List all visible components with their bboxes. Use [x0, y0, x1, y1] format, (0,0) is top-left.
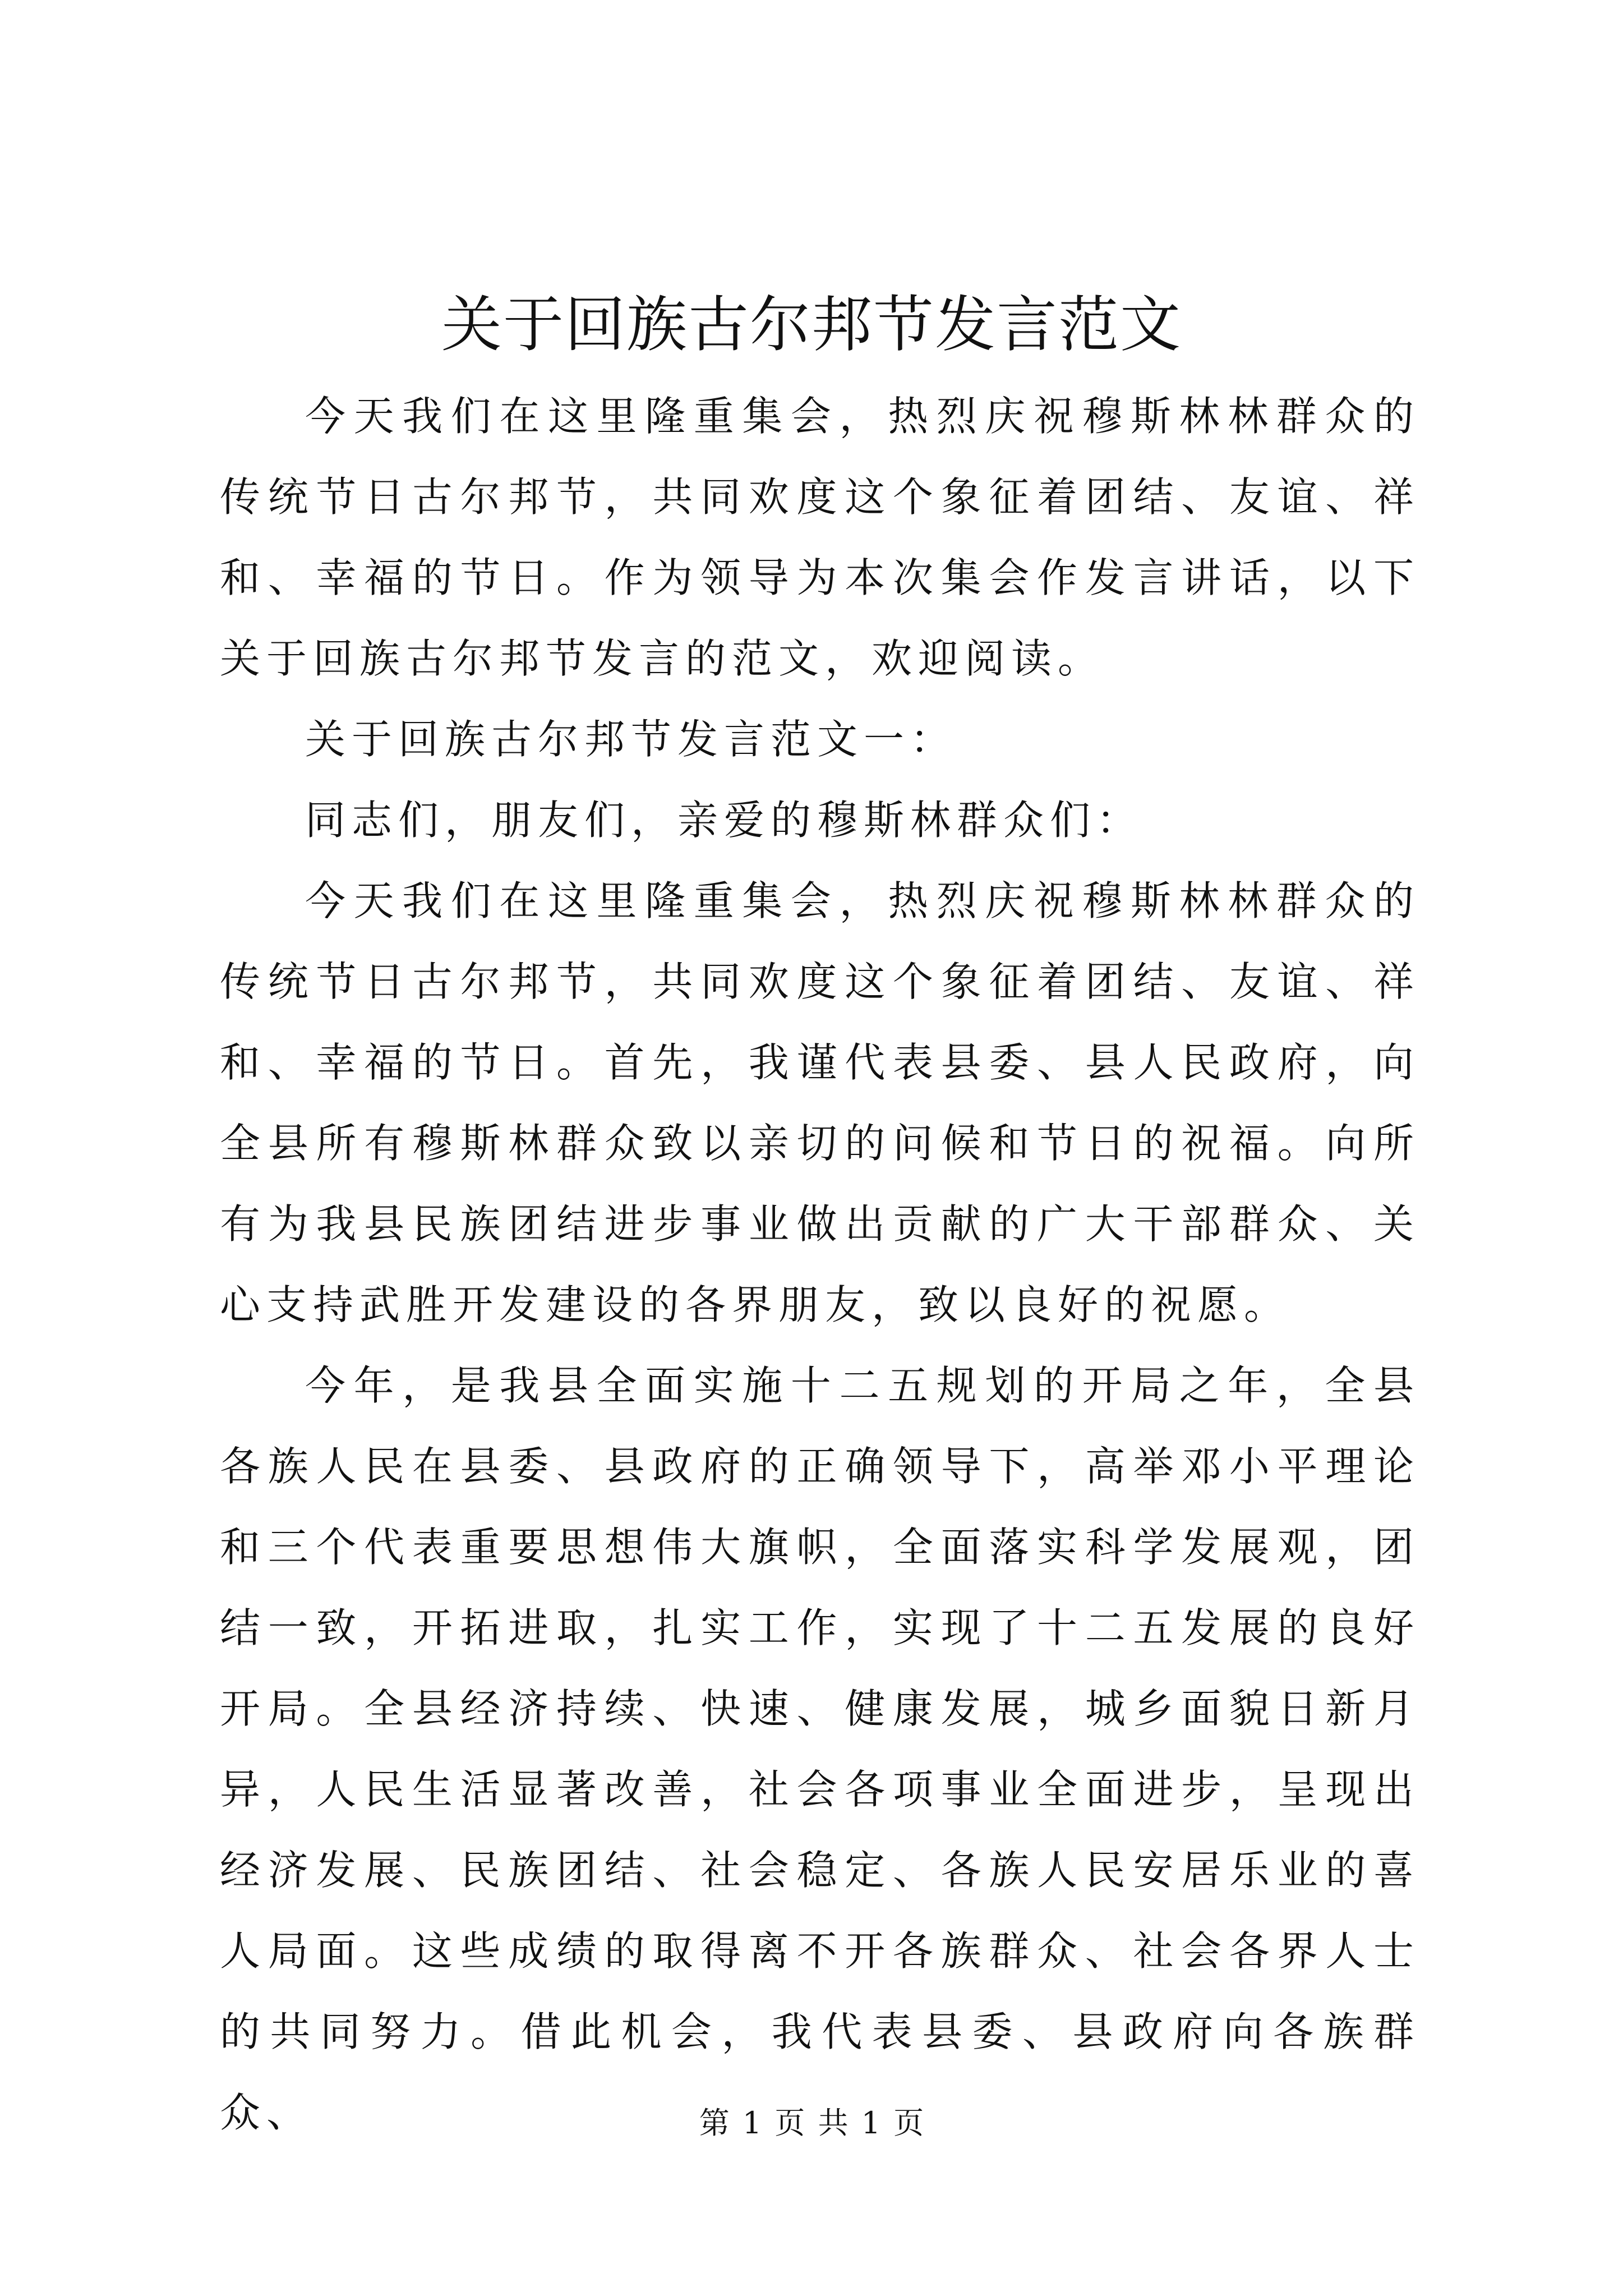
paragraph-greeting: 今天我们在这里隆重集会，热烈庆祝穆斯林林群众的传统节日古尔邦节，共同欢度这个象征着团结、友谊、祥和、幸福的节日。首先，我谨代表县委、县人民政府，向全县所有穆斯林群众致以亲切的问候和节日的祝福。向所有为我县民族团结进步事业做出贡献的广大干部群众、关心支持武胜开发建设的各界朋友，致以良好的祝愿。 — [220, 877, 1420, 1328]
paragraph-salutation: 同志们，朋友们，亲爱的穆斯林群众们： — [305, 797, 1144, 844]
paragraph-section-heading: 关于回族古尔邦节发言范文一： — [305, 716, 957, 763]
document-title: 关于回族古尔邦节发言范文 — [441, 290, 1182, 360]
paragraph-achievements: 今年，是我县全面实施十二五规划的开局之年，全县各族人民在县委、县政府的正确领导下，高举邓小平理论和三个代表重要思想伟大旗帜，全面落实科学发展观，团结一致，开拓进取，扎实工作，实现了十二五发展的良好开局。全县经济持续、快速、健康发展，城乡面貌日新月异，人民生活显著改善，社会各项事业全面进步，呈现出经济发展、民族团结、社会稳定、各族人民安居乐业的喜人局面。这些成绩的取得离不开各族群众、社会各界人士的共同努力。借此机会，我代表县委、县政府向各族群众、 — [220, 1362, 1420, 2136]
paragraph-intro: 今天我们在这里隆重集会，热烈庆祝穆斯林林群众的传统节日古尔邦节，共同欢度这个象征着团结、友谊、祥和、幸福的节日。作为领导为本次集会作发言讲话，以下关于回族古尔邦节发言的范文，欢迎阅读。 — [220, 393, 1420, 682]
page-number-footer: 第 1 页 共 1 页 — [699, 2105, 924, 2141]
document-body — [220, 376, 1420, 2153]
